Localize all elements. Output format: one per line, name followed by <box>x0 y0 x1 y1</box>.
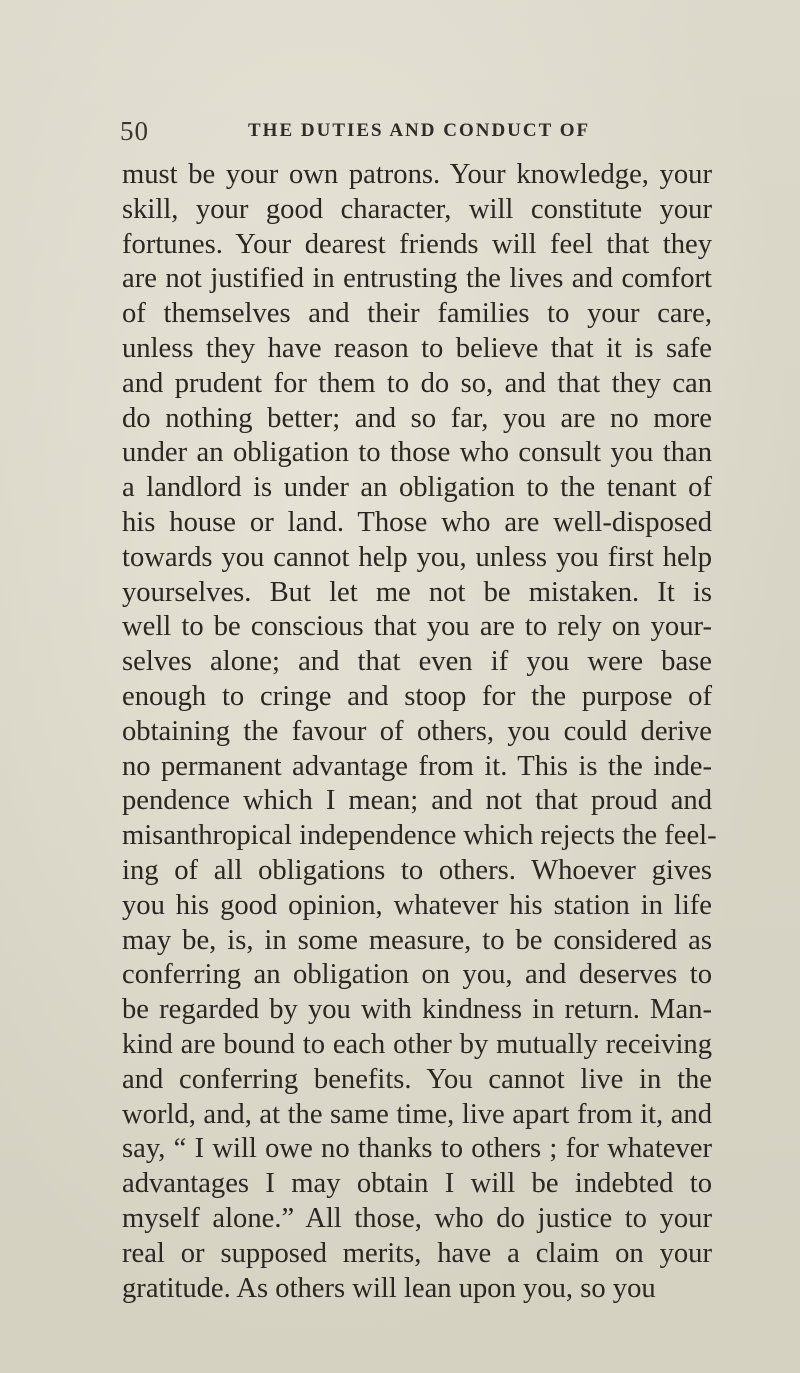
text-line: you his good opinion, whatever his station in life <box>122 889 712 921</box>
text-line: gratitude. As others will lean upon you, so you <box>122 1272 656 1304</box>
text-line: towards you cannot help you, unless you first help <box>122 541 712 573</box>
body-text <box>122 158 717 1306</box>
text-line: must be your own patrons. Your knowledge, your <box>122 159 712 190</box>
page-header <box>120 116 720 146</box>
text-line: fortunes. Your dearest friends will feel that they <box>122 228 712 260</box>
text-line: obtaining the favour of others, you could derive <box>122 715 712 747</box>
running-head: THE DUTIES AND CONDUCT OF <box>248 120 591 141</box>
text-line: well to be conscious that you are to rely on your- <box>122 611 712 643</box>
text-line: kind are bound to each other by mutually receiving <box>122 1028 712 1060</box>
text-line: and prudent for them to do so, and that they can <box>122 367 712 399</box>
text-line: under an obligation to those who consult you than <box>122 437 712 469</box>
text-line: yourselves. But let me not be mistaken. It is <box>122 576 712 608</box>
text-line: be regarded by you with kindness in return. Man- <box>122 994 712 1026</box>
text-line: misanthropical independence which rejects the feel- <box>122 820 717 852</box>
text-line: enough to cringe and stoop for the purpose of <box>122 680 712 712</box>
text-line: conferring an obligation on you, and deserves to <box>122 959 712 991</box>
text-line: a landlord is under an obligation to the tenant of <box>122 472 712 504</box>
text-line: do nothing better; and so far, you are no more <box>122 402 712 434</box>
text-line: no permanent advantage from it. This is the inde- <box>122 750 712 782</box>
text-line: his house or land. Those who are well-disposed <box>122 506 712 538</box>
text-line: pendence which I mean; and not that proud and <box>122 785 712 817</box>
text-line: and conferring benefits. You cannot live in the <box>122 1063 712 1095</box>
text-line: say, “ I will owe no thanks to others ; for whatever <box>122 1133 712 1165</box>
text-line: real or supposed merits, have a claim on your <box>122 1237 712 1269</box>
text-line: of themselves and their families to your care, <box>122 298 712 330</box>
text-line: may be, is, in some measure, to be considered as <box>122 924 712 956</box>
text-line: world, and, at the same time, live apart from it, and <box>122 1098 712 1130</box>
text-line: myself alone.” All those, who do justice to your <box>122 1202 712 1234</box>
text-line: advantages I may obtain I will be indebted to <box>122 1168 712 1200</box>
page-number: 50 <box>120 116 149 146</box>
text-line: skill, your good character, will constitute your <box>122 193 712 225</box>
text-line: unless they have reason to believe that it is safe <box>122 332 712 364</box>
text-line: are not justified in entrusting the lives and comfort <box>122 263 712 295</box>
text-line: ing of all obligations to others. Whoever gives <box>122 854 712 886</box>
text-line: selves alone; and that even if you were base <box>122 646 712 678</box>
